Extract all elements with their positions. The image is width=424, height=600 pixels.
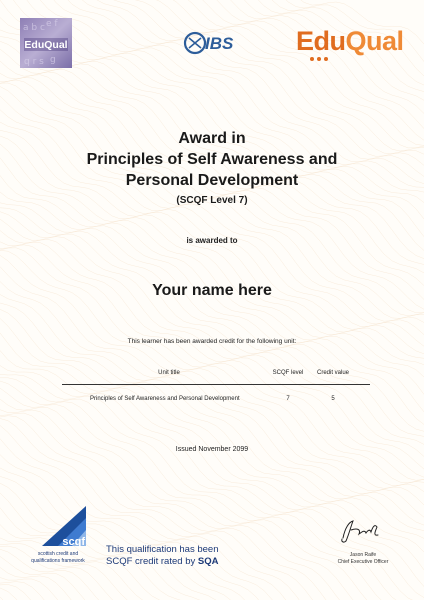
unit-table-header xyxy=(62,370,370,385)
credit-value-cell: 5 xyxy=(331,396,335,402)
title-line-1: Award in xyxy=(178,130,246,147)
awarded-to-label: is awarded to xyxy=(186,236,238,245)
wordmark-qual: Qual xyxy=(345,26,404,56)
statement-line-2 xyxy=(106,556,246,568)
signature xyxy=(335,518,385,544)
header-unit-title: Unit title xyxy=(158,370,180,376)
unit-table xyxy=(62,370,370,410)
table-row xyxy=(62,396,370,410)
center-logo-text: IBS xyxy=(205,34,234,53)
eduqual-square-logo xyxy=(20,18,72,68)
scqf-level-cell: 7 xyxy=(286,396,290,402)
scqf-statement xyxy=(106,544,246,568)
recipient-name: Your name here xyxy=(152,282,272,299)
statement-line-2-prefix: SCQF credit rated by xyxy=(106,556,198,567)
signatory xyxy=(318,552,408,566)
svg-text:q r s: q r s xyxy=(24,57,44,67)
scqf-logo-line-2: qualifications framework xyxy=(31,558,85,564)
signatory-role: Chief Executive Officer xyxy=(337,559,389,565)
scqf-logo xyxy=(22,504,92,568)
wordmark-edu: Edu xyxy=(296,26,346,56)
learner-credit-text: This learner has been awarded credit for the following unit: xyxy=(127,338,297,345)
title-line-3: Personal Development xyxy=(125,172,299,189)
scqf-logo-word: scqf xyxy=(62,536,85,548)
svg-text:g: g xyxy=(50,55,56,65)
svg-text:a b c: a b c xyxy=(23,23,45,33)
statement-line-1: This qualification has been xyxy=(106,544,219,555)
ibs-logo xyxy=(183,30,253,56)
scqf-logo-line-1: scottish credit and xyxy=(37,551,79,557)
scqf-level-label: (SCQF Level 7) xyxy=(176,195,248,206)
signatory-name: Jason Raife xyxy=(349,552,377,558)
wordmark-dots xyxy=(310,57,328,61)
certificate-title xyxy=(0,128,424,206)
header-scqf-level: SCQF level xyxy=(272,370,304,376)
left-logo-text: EduQual xyxy=(24,39,68,51)
header-credit-value: Credit value xyxy=(316,370,349,376)
sqa-label: SQA xyxy=(197,556,219,567)
title-line-2: Principles of Self Awareness and xyxy=(86,151,338,168)
issued-date: Issued November 2099 xyxy=(175,446,249,453)
svg-text:e f: e f xyxy=(46,19,58,29)
unit-title-cell: Principles of Self Awareness and Personal Development xyxy=(90,396,240,402)
eduqual-wordmark-logo xyxy=(296,24,412,66)
